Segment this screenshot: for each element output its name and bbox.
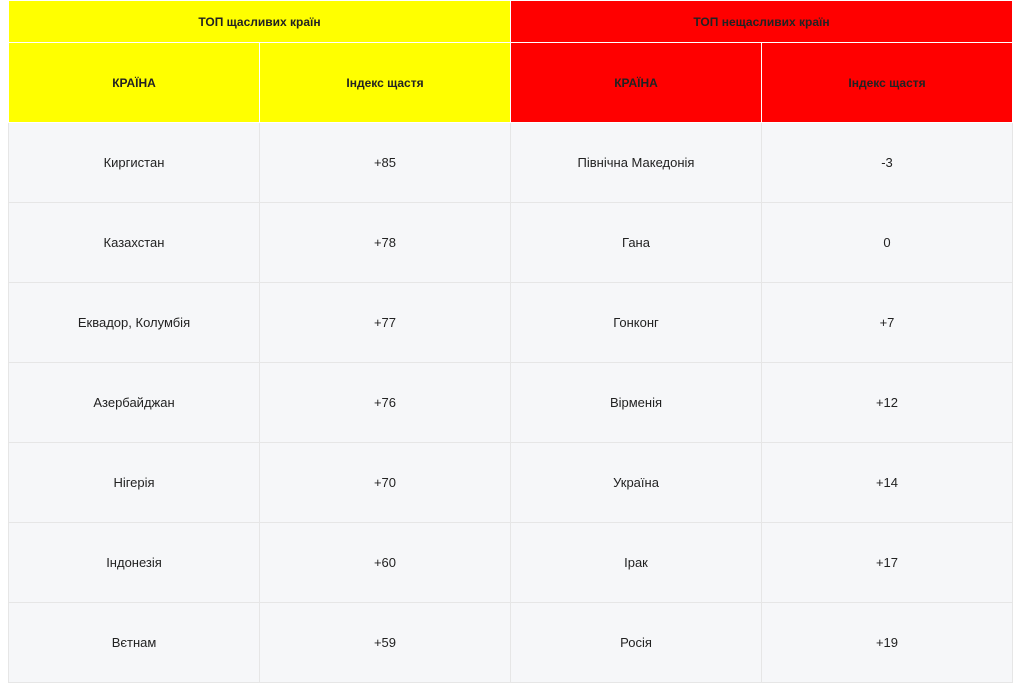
unhappy-index-cell: +7 (762, 283, 1013, 363)
unhappy-country-cell: Україна (511, 443, 762, 523)
unhappy-country-cell: Гана (511, 203, 762, 283)
happy-countries-title: ТОП щасливих країн (9, 1, 511, 43)
unhappy-country-cell: Вірменія (511, 363, 762, 443)
table-row (9, 203, 1013, 283)
table-row (9, 123, 1013, 203)
happy-index-cell: +85 (260, 123, 511, 203)
unhappy-country-cell: Росія (511, 603, 762, 683)
unhappy-index-cell: -3 (762, 123, 1013, 203)
happy-country-cell: Вєтнам (9, 603, 260, 683)
column-header-row (9, 43, 1013, 123)
unhappy-country-cell: Гонконг (511, 283, 762, 363)
unhappy-countries-title: ТОП нещасливих країн (511, 1, 1013, 43)
unhappy-country-header: КРАЇНА (511, 43, 762, 123)
table-row (9, 523, 1013, 603)
table-row (9, 603, 1013, 683)
group-header-row (9, 1, 1013, 43)
unhappy-index-cell: +12 (762, 363, 1013, 443)
table-row (9, 363, 1013, 443)
happy-index-cell: +77 (260, 283, 511, 363)
happy-country-cell: Еквадор, Колумбія (9, 283, 260, 363)
happy-index-cell: +78 (260, 203, 511, 283)
happy-index-header: Індекс щастя (260, 43, 511, 123)
unhappy-index-cell: 0 (762, 203, 1013, 283)
happy-index-cell: +70 (260, 443, 511, 523)
happy-country-cell: Індонезія (9, 523, 260, 603)
table-row (9, 283, 1013, 363)
unhappy-index-cell: +19 (762, 603, 1013, 683)
happy-country-header: КРАЇНА (9, 43, 260, 123)
happy-index-cell: +76 (260, 363, 511, 443)
happy-country-cell: Нігерія (9, 443, 260, 523)
unhappy-country-cell: Північна Македонія (511, 123, 762, 203)
happy-index-cell: +60 (260, 523, 511, 603)
unhappy-index-header: Індекс щастя (762, 43, 1013, 123)
table-row (9, 443, 1013, 523)
happy-country-cell: Казахстан (9, 203, 260, 283)
happiness-table (8, 0, 1013, 683)
happy-country-cell: Киргистан (9, 123, 260, 203)
happy-index-cell: +59 (260, 603, 511, 683)
unhappy-country-cell: Ірак (511, 523, 762, 603)
unhappy-index-cell: +14 (762, 443, 1013, 523)
happy-country-cell: Азербайджан (9, 363, 260, 443)
unhappy-index-cell: +17 (762, 523, 1013, 603)
